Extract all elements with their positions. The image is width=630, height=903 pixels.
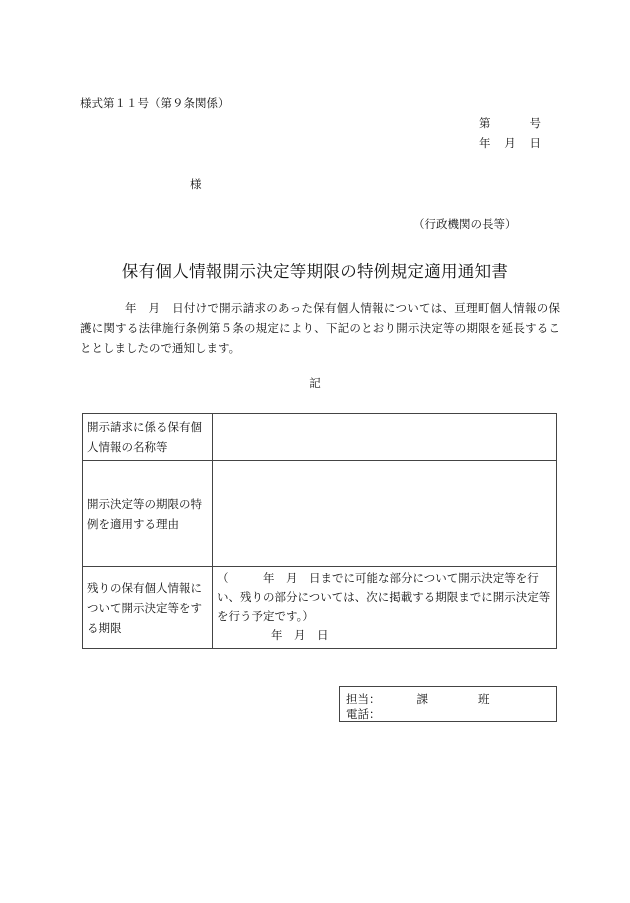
contact-tel-label: 電話： (346, 707, 381, 721)
table-row (83, 567, 557, 649)
doc-number-suffix: 号 (529, 116, 541, 130)
row-label-reason: 開示決定等の期限の特例を適用する理由 (83, 461, 213, 567)
row-label-deadline: 残りの保有個人情報について開示決定等をする期限 (83, 567, 213, 649)
body-text: 年 月 日付けで開示請求のあった保有個人情報については、亘理町個人情報の保護に関する法律施行条例第５条の規定により、下記のとおり開示決定等の期限を延長することとしましたので通知します。 (80, 301, 560, 355)
contact-box (339, 686, 557, 722)
contact-han-label: 班 (478, 692, 490, 706)
row-value-reason (213, 461, 557, 567)
date-month: 月 (504, 136, 516, 150)
ki-heading: 記 (309, 376, 321, 390)
row-label-info-name: 開示請求に係る保有個人情報の名称等 (83, 414, 213, 461)
sender: （行政機関の長等） (413, 217, 517, 231)
page-title: 保有個人情報開示決定等期限の特例規定適用通知書 (121, 262, 509, 281)
contact-tanto-label: 担当： (346, 692, 381, 706)
table-row (83, 414, 557, 461)
details-table (82, 413, 557, 649)
table-row (83, 461, 557, 567)
deadline-text: （ 年 月 日までに可能な部分について開示決定等を行い、残りの部分については、次に掲載する期限までに開示決定等を行う予定です。） (217, 571, 551, 623)
addressee: 様 (190, 177, 202, 191)
document-number (479, 118, 541, 130)
document-date (479, 138, 541, 150)
deadline-date: 年 月 日 (271, 628, 329, 642)
contact-ka-label: 課 (416, 692, 428, 706)
date-year: 年 (479, 136, 491, 150)
form-number: 様式第１１号（第９条関係） (80, 96, 230, 110)
doc-number-prefix: 第 (479, 116, 491, 130)
date-day: 日 (529, 136, 541, 150)
row-value-info-name (213, 414, 557, 461)
contact-line (346, 691, 490, 707)
row-value-deadline (213, 567, 557, 649)
